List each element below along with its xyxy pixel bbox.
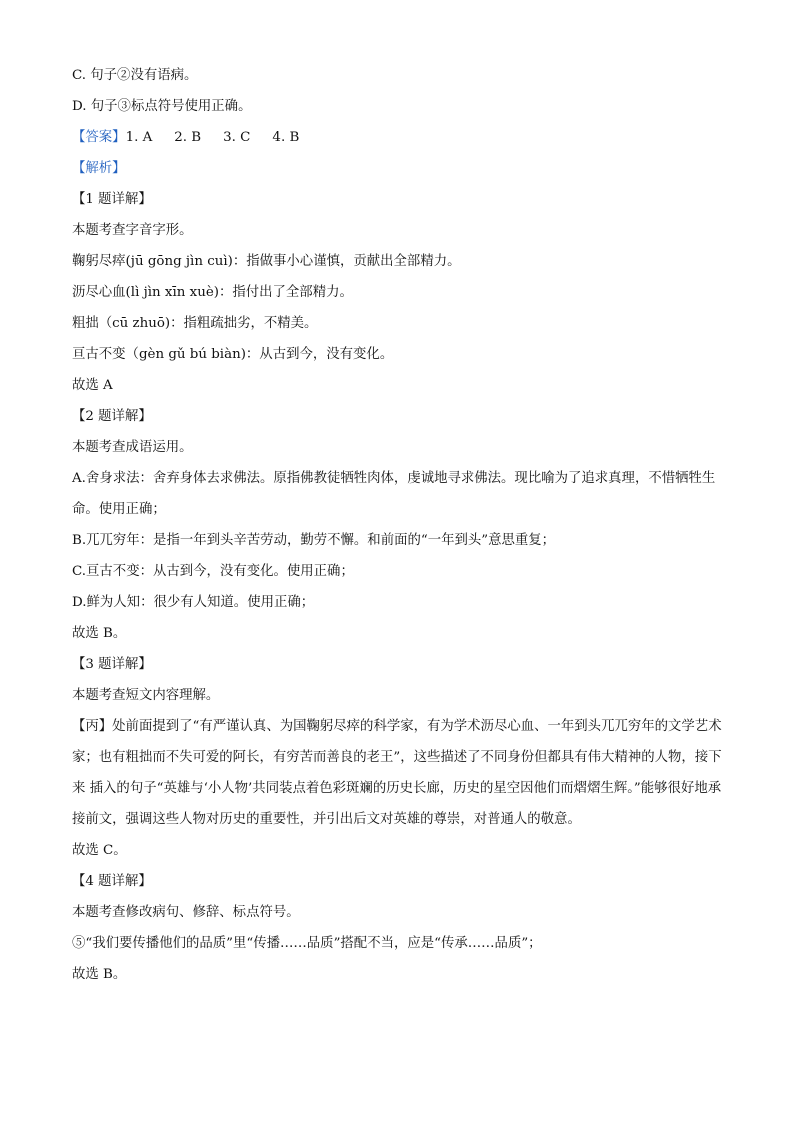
- answer-line: [72, 122, 722, 153]
- q1-line: 鞠躬尽瘁(jū gōng jìn cuì)：指做事小心谨慎，贡献出全部精力。: [72, 254, 461, 269]
- q2-option-b: B.兀兀穷年：是指一年到头辛苦劳动，勤劳不懈。和前面的“一年到头”意思重复；: [72, 533, 556, 548]
- answer-item: 3. C: [223, 130, 251, 145]
- q2-option-c: C.亘古不变：从古到今，没有变化。使用正确；: [72, 564, 354, 579]
- analysis-tag: 【解析】: [72, 161, 126, 176]
- answer-item: 1. A: [125, 130, 153, 145]
- document-page: [72, 60, 722, 990]
- q4-conclusion: 故选 B。: [72, 967, 127, 982]
- q3-conclusion: 故选 C。: [72, 843, 127, 858]
- option-d: D. 句子③标点符号使用正确。: [72, 99, 252, 114]
- q4-note: ⑤“我们要传播他们的品质”里“传播……品质”搭配不当，应是“传承……品质”；: [72, 936, 542, 951]
- q1-line: 沥尽心血(lì jìn xīn xuè)：指付出了全部精力。: [72, 285, 353, 300]
- q2-option-d: D.鲜为人知：很少有人知道。使用正确；: [72, 595, 315, 610]
- answer-item: 4. B: [272, 130, 300, 145]
- q1-line: 亘古不变（gèn gǔ bú biàn)：从古到今，没有变化。: [72, 347, 394, 362]
- q3-intro: 本题考查短文内容理解。: [72, 688, 220, 703]
- q3-title: 【3 题详解】: [72, 657, 152, 672]
- q2-option-a: A.舍身求法：舍弃身体去求佛法。原指佛教徒牺牲肉体，虔诚地寻求佛法。现比喻为了追求真理，不惜牺牲生命。使用正确；: [72, 471, 716, 517]
- q1-conclusion: 故选 A: [72, 378, 113, 393]
- option-c: C. 句子②没有语病。: [72, 68, 198, 83]
- q1-title: 【1 题详解】: [72, 192, 152, 207]
- q3-body: 【丙】处前面提到了“有严谨认真、为国鞠躬尽瘁的科学家，有为学术沥尽心血、一年到头兀兀穷年的文学艺术家；也有粗拙而不失可爱的阿长，有穷苦而善良的老王”，这些描述了不同身份但都具有伟大精神的人物，接下来 插入的句子“英雄与‘小人物’共同装点着色彩斑斓的历史长廊，历史的星空因他们而熠熠生辉。”能够很好地承接前文，强调这些人物对历史的重要性，并引出后文对英雄的尊崇，对普通人的敬意。: [72, 719, 722, 827]
- answer-tag: 【答案】: [72, 130, 126, 145]
- q2-intro: 本题考查成语运用。: [72, 440, 193, 455]
- q2-title: 【2 题详解】: [72, 409, 152, 424]
- q1-line: 本题考查字音字形。: [72, 223, 193, 238]
- q2-conclusion: 故选 B。: [72, 626, 127, 641]
- q4-title: 【4 题详解】: [72, 874, 152, 889]
- q1-line: 粗拙（cū zhuō)：指粗疏拙劣，不精美。: [72, 316, 318, 331]
- answer-item: 2. B: [174, 130, 202, 145]
- q4-intro: 本题考查修改病句、修辞、标点符号。: [72, 905, 300, 920]
